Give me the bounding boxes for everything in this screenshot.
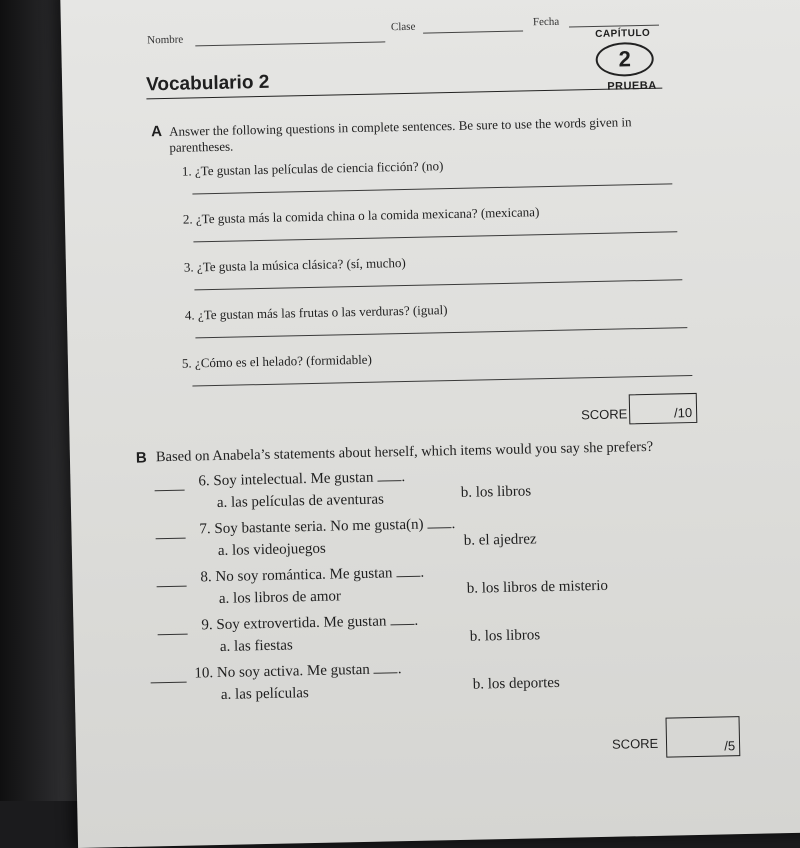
answer-line-5[interactable] — [192, 375, 692, 386]
section-a-score-label: SCORE — [580, 406, 628, 423]
statement-blank — [377, 480, 401, 482]
answer-blank-7[interactable] — [156, 538, 186, 540]
question-number: 1. — [181, 163, 192, 179]
question-text: ¿Te gustan más las frutas o las verduras? (igual) — [197, 302, 448, 323]
fecha-label: Fecha — [532, 15, 560, 29]
item-9-option-a: a. las fiestas — [219, 637, 293, 655]
section-a-score-box[interactable] — [629, 393, 698, 424]
item-statement: No soy romántica. Me gustan — [215, 565, 393, 586]
question-number: 2. — [182, 211, 193, 227]
question-text: ¿Te gusta más la comida china o la comida mexicana? (mexicana) — [195, 204, 540, 227]
item-6-option-b: b. los libros — [460, 483, 532, 501]
section-a-score-total: /10 — [673, 405, 693, 421]
item-6: 6. Soy intelectual. Me gustan . — [198, 469, 406, 490]
item-6-option-a: a. las películas de aventuras — [216, 491, 385, 511]
statement-blank — [374, 672, 398, 674]
answer-line-2[interactable] — [193, 231, 677, 242]
item-8: 8. No soy romántica. Me gustan . — [200, 564, 425, 586]
clase-label: Clase — [390, 20, 416, 34]
answer-blank-6[interactable] — [155, 490, 185, 492]
section-b-letter: B — [135, 449, 147, 467]
capitulo-number-badge — [595, 42, 654, 77]
clase-line[interactable] — [423, 30, 523, 33]
section-a-instructions: Answer the following questions in complete sentences. Be sure to use the words given in parentheses. — [168, 114, 632, 155]
answer-line-3[interactable] — [194, 279, 682, 290]
prueba-label: PRUEBA — [607, 79, 657, 93]
item-number: 10. — [194, 665, 214, 682]
item-9: 9. Soy extrovertida. Me gustan . — [201, 612, 419, 634]
question-1 — [182, 158, 444, 179]
question-2 — [183, 204, 540, 227]
question-text: ¿Te gustan las películas de ciencia ficción? (no) — [194, 158, 444, 179]
item-7: 7. Soy bastante seria. No me gusta(n) . — [199, 516, 456, 538]
section-b-score-total: /5 — [724, 738, 736, 754]
item-statement: No soy activa. Me gustan — [216, 661, 370, 682]
nombre-label: Nombre — [147, 33, 184, 47]
item-8-option-b: b. los libros de misterio — [466, 577, 609, 597]
statement-blank — [397, 576, 421, 578]
statement-blank — [428, 527, 452, 529]
question-text: ¿Te gusta la música clásica? (sí, mucho) — [196, 254, 406, 275]
item-number: 7. — [199, 521, 211, 538]
item-10-option-b: b. los deportes — [472, 674, 560, 693]
capitulo-label: CAPÍTULO — [595, 27, 651, 40]
question-5 — [182, 352, 372, 372]
item-10-option-a: a. las películas — [220, 685, 309, 703]
item-number: 6. — [198, 473, 210, 490]
answer-line-1[interactable] — [192, 183, 672, 194]
page-title: Vocabulario 2 — [145, 71, 270, 96]
question-number: 5. — [181, 355, 192, 371]
question-3 — [184, 255, 406, 276]
question-number: 4. — [184, 307, 195, 323]
statement-blank — [390, 624, 414, 626]
quiz-sheet — [60, 0, 800, 848]
section-b-score-box[interactable] — [665, 716, 740, 758]
item-statement: Soy extrovertida. Me gustan — [216, 613, 387, 634]
nombre-line[interactable] — [195, 41, 385, 46]
section-a-letter: A — [150, 123, 163, 141]
item-10: 10. No soy activa. Me gustan . — [194, 661, 402, 682]
answer-line-4[interactable] — [195, 327, 687, 338]
item-7-option-a: a. los videojuegos — [217, 540, 326, 559]
section-b-score-label: SCORE — [611, 735, 659, 752]
item-statement: Soy intelectual. Me gustan — [213, 469, 374, 490]
item-7-option-b: b. el ajedrez — [463, 531, 537, 549]
capitulo-number: 2 — [618, 46, 632, 72]
answer-blank-10[interactable] — [151, 682, 187, 684]
question-4 — [185, 302, 448, 323]
item-8-option-a: a. los libros de amor — [218, 588, 342, 607]
section-b-instructions: Based on Anabela’s statements about herself, which items would you say she prefers? — [155, 438, 654, 466]
answer-blank-9[interactable] — [158, 634, 188, 636]
item-number: 8. — [200, 569, 212, 586]
answer-blank-8[interactable] — [157, 586, 187, 588]
item-number: 9. — [201, 617, 213, 634]
question-text: ¿Cómo es el helado? (formidable) — [194, 351, 372, 371]
question-number: 3. — [183, 259, 194, 275]
item-statement: Soy bastante seria. No me gusta(n) — [214, 516, 424, 538]
item-9-option-b: b. los libros — [469, 627, 541, 645]
